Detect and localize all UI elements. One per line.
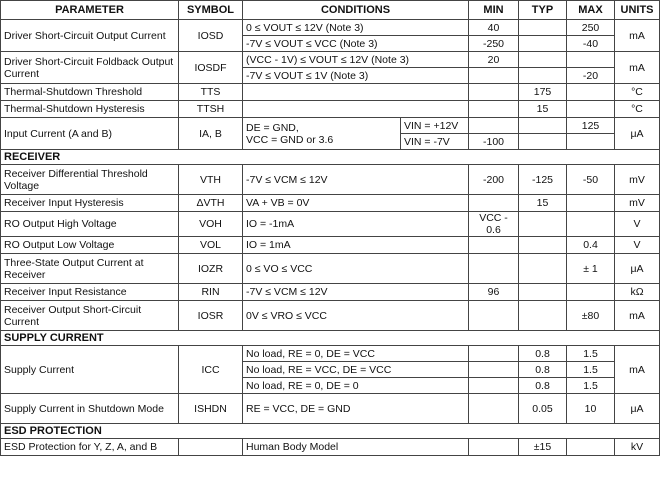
param-cell: RO Output High Voltage	[1, 212, 179, 237]
condition-line: VCC = GND or 3.6	[246, 133, 334, 146]
typ-cell	[519, 237, 567, 254]
condition-cell: -7V ≤ VOUT ≤ 1V (Note 3)	[243, 68, 469, 84]
condition-cell: IO = -1mA	[243, 212, 469, 237]
min-cell	[469, 301, 519, 331]
condition-cell: No load, RE = VCC, DE = VCC	[243, 362, 469, 378]
table-row	[1, 394, 660, 424]
param-cell: Thermal-Shutdown Threshold	[1, 84, 179, 101]
condition-line: DE = GND,	[246, 121, 299, 134]
typ-cell: 0.8	[519, 362, 567, 378]
section-title-receiver: RECEIVER	[1, 150, 660, 165]
symbol-cell: IOZR	[179, 254, 243, 284]
condition-cell: -7V ≤ VOUT ≤ VCC (Note 3)	[243, 36, 469, 52]
table-row	[1, 20, 660, 36]
condition-cell: No load, RE = 0, DE = VCC	[243, 346, 469, 362]
header-symbol: SYMBOL	[179, 1, 243, 20]
min-cell	[469, 378, 519, 394]
table-row	[1, 284, 660, 301]
typ-cell: 15	[519, 101, 567, 118]
min-cell	[469, 346, 519, 362]
table-row	[1, 84, 660, 101]
param-cell: Receiver Output Short-Circuit Current	[1, 301, 179, 331]
min-cell: 20	[469, 52, 519, 68]
typ-cell: 0.05	[519, 394, 567, 424]
min-cell	[469, 439, 519, 456]
param-cell: Driver Short-Circuit Output Current	[1, 20, 179, 52]
symbol-cell: IOSD	[179, 20, 243, 52]
typ-cell: 175	[519, 84, 567, 101]
header-row	[1, 1, 660, 20]
max-cell: -20	[567, 68, 615, 84]
header-min: MIN	[469, 1, 519, 20]
symbol-cell: IA, B	[179, 118, 243, 150]
max-cell: 1.5	[567, 346, 615, 362]
typ-cell: 0.8	[519, 346, 567, 362]
symbol-cell: RIN	[179, 284, 243, 301]
table-row	[1, 237, 660, 254]
table-row	[1, 254, 660, 284]
min-cell	[469, 195, 519, 212]
typ-cell	[519, 254, 567, 284]
symbol-cell: ISHDN	[179, 394, 243, 424]
typ-cell: ±15	[519, 439, 567, 456]
param-cell: Supply Current in Shutdown Mode	[1, 394, 179, 424]
min-cell	[469, 362, 519, 378]
condition-cell	[243, 118, 401, 150]
unit-cell: °C	[615, 101, 660, 118]
unit-cell: μA	[615, 394, 660, 424]
section-title-supply: SUPPLY CURRENT	[1, 331, 660, 346]
symbol-cell: TTS	[179, 84, 243, 101]
typ-cell	[519, 118, 567, 134]
unit-cell: mV	[615, 195, 660, 212]
table-row	[1, 439, 660, 456]
condition-cell: VA + VB = 0V	[243, 195, 469, 212]
typ-cell	[519, 36, 567, 52]
param-cell: Input Current (A and B)	[1, 118, 179, 150]
condition-cell: No load, RE = 0, DE = 0	[243, 378, 469, 394]
min-cell: 40	[469, 20, 519, 36]
unit-cell: mA	[615, 20, 660, 52]
unit-cell: °C	[615, 84, 660, 101]
condition-cell: RE = VCC, DE = GND	[243, 394, 469, 424]
table-row	[1, 118, 660, 134]
condition-cell: (VCC - 1V) ≤ VOUT ≤ 12V (Note 3)	[243, 52, 469, 68]
unit-cell: μA	[615, 118, 660, 150]
table-row	[1, 195, 660, 212]
unit-cell: V	[615, 237, 660, 254]
max-cell: 10	[567, 394, 615, 424]
header-units: UNITS	[615, 1, 660, 20]
typ-cell: 15	[519, 195, 567, 212]
section-row	[1, 150, 660, 165]
min-cell: VCC - 0.6	[469, 212, 519, 237]
unit-cell: mA	[615, 52, 660, 84]
param-cell: ESD Protection for Y, Z, A, and B	[1, 439, 179, 456]
max-cell: 0.4	[567, 237, 615, 254]
symbol-cell: IOSR	[179, 301, 243, 331]
vin-cell: VIN = -7V	[401, 134, 469, 150]
symbol-cell: ICC	[179, 346, 243, 394]
typ-cell	[519, 68, 567, 84]
header-conditions: CONDITIONS	[243, 1, 469, 20]
vin-cell: VIN = +12V	[401, 118, 469, 134]
unit-cell: mA	[615, 346, 660, 394]
max-cell	[567, 84, 615, 101]
param-cell: Driver Short-Circuit Foldback Output Current	[1, 52, 179, 84]
condition-cell	[243, 101, 469, 118]
unit-cell: mV	[615, 165, 660, 195]
symbol-cell: TTSH	[179, 101, 243, 118]
condition-cell: 0 ≤ VO ≤ VCC	[243, 254, 469, 284]
unit-cell: kΩ	[615, 284, 660, 301]
max-cell: -40	[567, 36, 615, 52]
max-cell	[567, 101, 615, 118]
min-cell	[469, 254, 519, 284]
typ-cell	[519, 212, 567, 237]
header-parameter: PARAMETER	[1, 1, 179, 20]
symbol-cell	[179, 439, 243, 456]
param-cell: Receiver Input Resistance	[1, 284, 179, 301]
condition-cell: -7V ≤ VCM ≤ 12V	[243, 284, 469, 301]
header-typ: TYP	[519, 1, 567, 20]
max-cell: ± 1	[567, 254, 615, 284]
max-cell	[567, 52, 615, 68]
param-cell: Supply Current	[1, 346, 179, 394]
unit-cell: V	[615, 212, 660, 237]
min-cell	[469, 118, 519, 134]
max-cell	[567, 195, 615, 212]
section-row	[1, 424, 660, 439]
max-cell: 125	[567, 118, 615, 134]
typ-cell: 0.8	[519, 378, 567, 394]
typ-cell	[519, 301, 567, 331]
min-cell	[469, 101, 519, 118]
unit-cell: kV	[615, 439, 660, 456]
unit-cell: mA	[615, 301, 660, 331]
typ-cell	[519, 52, 567, 68]
section-row	[1, 331, 660, 346]
param-cell: Three-State Output Current at Receiver	[1, 254, 179, 284]
max-cell: 1.5	[567, 378, 615, 394]
min-cell: 96	[469, 284, 519, 301]
condition-cell: 0V ≤ VRO ≤ VCC	[243, 301, 469, 331]
max-cell: 1.5	[567, 362, 615, 378]
table-row	[1, 52, 660, 68]
typ-cell	[519, 134, 567, 150]
min-cell	[469, 68, 519, 84]
param-cell: Receiver Differential Threshold Voltage	[1, 165, 179, 195]
param-cell: Thermal-Shutdown Hysteresis	[1, 101, 179, 118]
typ-cell: -125	[519, 165, 567, 195]
table-row	[1, 165, 660, 195]
param-cell: RO Output Low Voltage	[1, 237, 179, 254]
param-cell: Receiver Input Hysteresis	[1, 195, 179, 212]
condition-cell: IO = 1mA	[243, 237, 469, 254]
min-cell: -250	[469, 36, 519, 52]
max-cell: ±80	[567, 301, 615, 331]
section-title-esd: ESD PROTECTION	[1, 424, 660, 439]
typ-cell	[519, 284, 567, 301]
condition-cell: -7V ≤ VCM ≤ 12V	[243, 165, 469, 195]
unit-cell: μA	[615, 254, 660, 284]
max-cell: 250	[567, 20, 615, 36]
max-cell	[567, 134, 615, 150]
min-cell	[469, 394, 519, 424]
max-cell	[567, 284, 615, 301]
table-row	[1, 212, 660, 237]
max-cell	[567, 439, 615, 456]
table-row	[1, 301, 660, 331]
table-row	[1, 101, 660, 118]
condition-cell: Human Body Model	[243, 439, 469, 456]
condition-cell	[243, 84, 469, 101]
min-cell	[469, 237, 519, 254]
header-max: MAX	[567, 1, 615, 20]
symbol-cell: ΔVTH	[179, 195, 243, 212]
max-cell	[567, 212, 615, 237]
symbol-cell: IOSDF	[179, 52, 243, 84]
min-cell: -100	[469, 134, 519, 150]
typ-cell	[519, 20, 567, 36]
symbol-cell: VTH	[179, 165, 243, 195]
table-row	[1, 346, 660, 362]
min-cell	[469, 84, 519, 101]
min-cell: -200	[469, 165, 519, 195]
max-cell: -50	[567, 165, 615, 195]
symbol-cell: VOL	[179, 237, 243, 254]
condition-cell: 0 ≤ VOUT ≤ 12V (Note 3)	[243, 20, 469, 36]
symbol-cell: VOH	[179, 212, 243, 237]
